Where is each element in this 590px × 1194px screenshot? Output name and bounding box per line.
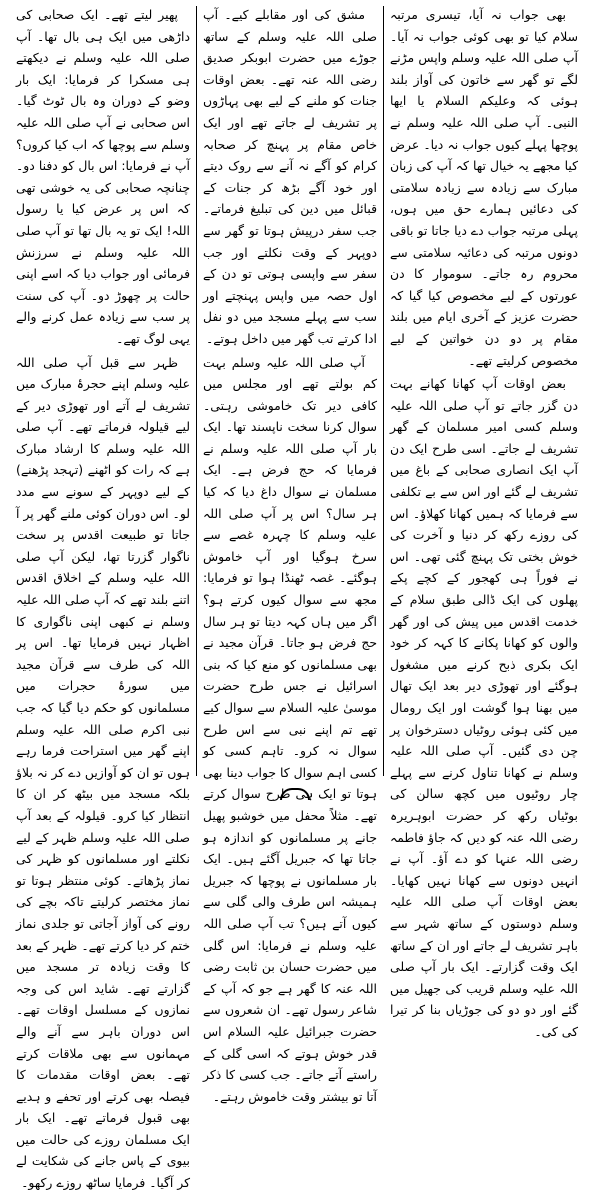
text-column-left <box>10 4 196 1191</box>
text-column-middle <box>197 4 383 1104</box>
text-column-right <box>384 4 584 1039</box>
paragraph: مشق کی اور مقابلے کیے۔ آپ صلی اللہ علیہ وسلم کے ساتھ جوڑے میں حضرت ابوبکر صدیق رضی اللہ عنہ تھے۔ بعض اوقات جنات کو ملنے کے لیے بھی پہاڑوں پر تشریف لے جاتے تھے اور ایک خاص مقام پر پہنچ کر صحابہ کرام کو آگے نہ آنے سے روک دیتے اور خود آگے بڑھ کر جنات کے قبائل میں دین کی تبلیغ فرماتے۔ جب سفر درپیش ہوتا تو گھر سے دوپہر کے وقت نکلتے اور جب سفر سے واپسی ہوتی تو دن کے اول حصہ میں واپس پہنچتے اور سب سے پہلے مسجد میں دو نفل ادا کرتے تب گھر میں داخل ہوتے۔ <box>203 7 377 346</box>
paragraph: بھی جواب نہ آیا، تیسری مرتبہ سلام کیا تو بھی کوئی جواب نہ آیا۔ آپ صلی اللہ علیہ وسلم واپس مڑنے لگے تو گھر سے خاتون کی آواز بلند ہوئی کہ وعلیکم السلام یا ایھا النبی۔ آپ صلی اللہ علیہ وسلم نے پوچھا پہلے کیوں جواب نہ دیا۔ عرض کیا مجھے یہ خیال تھا کہ آپ کی زبان مبارک سے زیادہ سے زیادہ سلامتی کی دعائیں ہمارے حق میں ہوں، پہلی مرتبہ جواب دے دیا جاتا تو باقی دونوں مرتبہ کی دعائیہ سلامتی سے محروم رہ جاتے۔ سوموار کا دن عورتوں کے لیے مخصوص کیا گیا کہ حضرت عزیز کے آخری ایام میں بلند مقام پر دو دن خواتین کے لیے مخصوص کرلیتے تھے۔ <box>390 7 578 368</box>
paragraph: آپ صلی اللہ علیہ وسلم بہت کم بولتے تھے اور مجلس میں کافی دیر تک خاموشی رہتی۔ سوال کرنا سخت ناپسند تھا۔ ایک بار آپ صلی اللہ علیہ وسلم نے فرمایا کہ حج فرض ہے۔ ایک مسلمان نے سوال داغ دیا کہ کیا ہر سال؟ اس پر آپ صلی اللہ علیہ وسلم کا چہرہ غصے سے سرخ ہوگیا اور آپ خاموش ہوگئے۔ غصہ ٹھنڈا ہوا تو فرمایا: مجھ سے سوال کیوں کرتے ہو؟ اگر میں ہاں کہہ دیتا تو ہر سال حج فرض ہو جاتا۔ قرآن مجید نے بھی مسلمانوں کو منع کیا کہ بنی اسرائیل نے جس طرح حضرت موسیٰ علیہ السلام سے سوال کیے تھے تم اپنے نبی سے اس طرح سوال نہ کرو۔ تاہم کسی کو کسی اہم سوال کا جواب دینا بھی ہوتا تو ایک ہی طرح سوال کرتے تھے۔ مثلاً محفل میں خوشبو پھیل جانے پر مسلمانوں کو اندازہ ہو جاتا تھا کہ جبریل آگئے ہیں۔ ایک بار مسلمانوں نے پوچھا کہ جبریل ہمیشہ اس طرف والی گلی سے کیوں آتے ہیں؟ تب آپ صلی اللہ علیہ وسلم نے فرمایا: اس گلی میں حضرت حسان بن ثابت رضی اللہ عنہ کا گھر ہے جو کہ آپ کے شاعر رسول تھے۔ ان شعروں سے حضرت جبرائیل علیہ السلام اس قدر خوش ہوتے کہ اسی گلی کے راستے آتے جاتے۔ جب کسی کا ذکر آتا تو بیشتر وقت خاموش رہتے۔ <box>203 354 377 1104</box>
paragraph: ظہر سے قبل آپ صلی اللہ علیہ وسلم اپنے حجرۂ مبارک میں تشریف لے آتے اور تھوڑی دیر کے لیے قیلولہ فرماتے تھے۔ آپ صلی اللہ علیہ وسلم کا ارشاد مبارک ہے کہ رات کو اٹھنے (تہجد پڑھنے) کے لیے دوپہر کے سونے سے مدد لو۔ اس دوران کوئی ملنے گھر پر آ جاتا تو طبیعت اقدس پر سخت ناگوار گزرتا تھا، لیکن آپ صلی اللہ علیہ وسلم کے اخلاق اقدس اتنے بلند تھے کہ آپ صلی اللہ علیہ وسلم نے کبھی اپنی ناگواری کا اظہار نہیں فرمایا تھا۔ اس پر اللہ کی طرف سے قرآن مجید میں سورۂ حجرات میں مسلمانوں کو حکم دیا گیا کہ جب نبی اکرم صلی اللہ علیہ وسلم اپنے گھر میں استراحت فرما رہے ہوں تو ان کو آوازیں دے کر نہ بلاؤ بلکہ مسجد میں بیٹھ کر ان کا انتظار کیا کرو۔ قیلولہ کے بعد آپ صلی اللہ علیہ وسلم ظہر کے لیے نکلتے اور مسلمانوں کو ظہر کی نماز پڑھاتے۔ کوئی منتظر ہوتا تو نماز مختصر کرلیتے تاکہ بچے کی رونے کی آواز آجاتی تو جلدی نماز ختم کر دیا کرتے تھے۔ ظہر کے بعد کا وقت زیادہ تر مسجد میں گزارتے تھے۔ شاید اس کی وجہ نمازوں کے مسلسل اوقات تھے۔ اس دوران باہر سے آنے والے مہمانوں سے بھی ملاقات کرتے تھے۔ بعض اوقات مقدمات کا فیصلہ بھی کرتے اور تحفے و ہدیے بھی قبول فرماتے تھے۔ ایک بار ایک مسلمان روزے کی حالت میں بیوی کے پاس جانے کی شکایت لے کر آگیا۔ فرمایا ساٹھ روزے رکھو۔ <box>16 354 190 1191</box>
paragraph: بعض اوقات آپ کھانا کھانے بہت دن گزر جاتے تو آپ صلی اللہ علیہ وسلم کسی امیر مسلمان کے گھر تشریف لے جاتے۔ اسی طرح ایک دن آپ ایک انصاری صحابی کے باغ میں تشریف لے گئے اور اس سے بے تکلفی سے فرمایا کہ ہمیں کھانا کھلاؤ۔ اس کی روزے رکھ کر دنیا و آخرت کی خوش بختی تک پہنچ گئی تھی۔ اس نے فوراً ہی کھجور کے کچے پکے پھلوں کی ایک ڈالی طبق سلام کے خدمت اقدس میں پیش کی اور گھر والوں کو کھانا پکانے کا کہہ کر خود ایک بکری ذبح کرنے میں مشغول ہوگئے اور تھوڑی دیر بعد ایک تھال میں بھنا ہوا گوشت اور ایک رومال میں کئی ہوئی روٹیاں دسترخوان پر چن دی گئیں۔ آپ صلی اللہ علیہ وسلم نے کھانا تناول کرنے سے پہلے چار روٹیوں میں کچھ سالن کی بوٹیاں رکھ کر حضرت ابوہریرہ رضی اللہ عنہ کو دیں کہ جاؤ فاطمہ رضی اللہ عنہا کو دے آؤ۔ آپ نے انہیں دونوں سے کھانا نہیں کھایا۔ بعض اوقات آپ صلی اللہ علیہ وسلم دوستوں کے ساتھ شہر سے باہر تشریف لے جاتے اور ان کے ساتھ ایک وقت گزارتے۔ ایک بار آپ صلی اللہ علیہ وسلم قریب کی جھیل میں گئے اور دو دو کی جوڑیاں بنا کر تیرا کی کی۔ <box>390 376 578 1039</box>
page-number-tab <box>280 788 310 800</box>
paragraph: پھیر لیتے تھے۔ ایک صحابی کی داڑھی میں ایک ہی بال تھا۔ آپ صلی اللہ علیہ وسلم نے دیکھتے ہی مسکرا کر فرمایا: ایک بار وضو کے دوران وہ بال ٹوٹ گیا۔ اس صحابی نے آپ صلی اللہ علیہ وسلم سے پوچھا کہ اب کیا کروں؟ آپ نے فرمایا: اس بال کو دفنا دو۔ چنانچہ صحابی کی یہ خوشی تھی کہ اس پر عرض کیا یا رسول اللہ! ایک تو یہ بال تھا تو آپ صلی اللہ علیہ وسلم نے سرزنش فرمائی اور جواب دیا کہ اسے اپنی حالت پر چھوڑ دو۔ آپ کی سنت پر سب سے زیادہ عمل کرنے والے یہی لوگ تھے۔ <box>16 7 190 346</box>
